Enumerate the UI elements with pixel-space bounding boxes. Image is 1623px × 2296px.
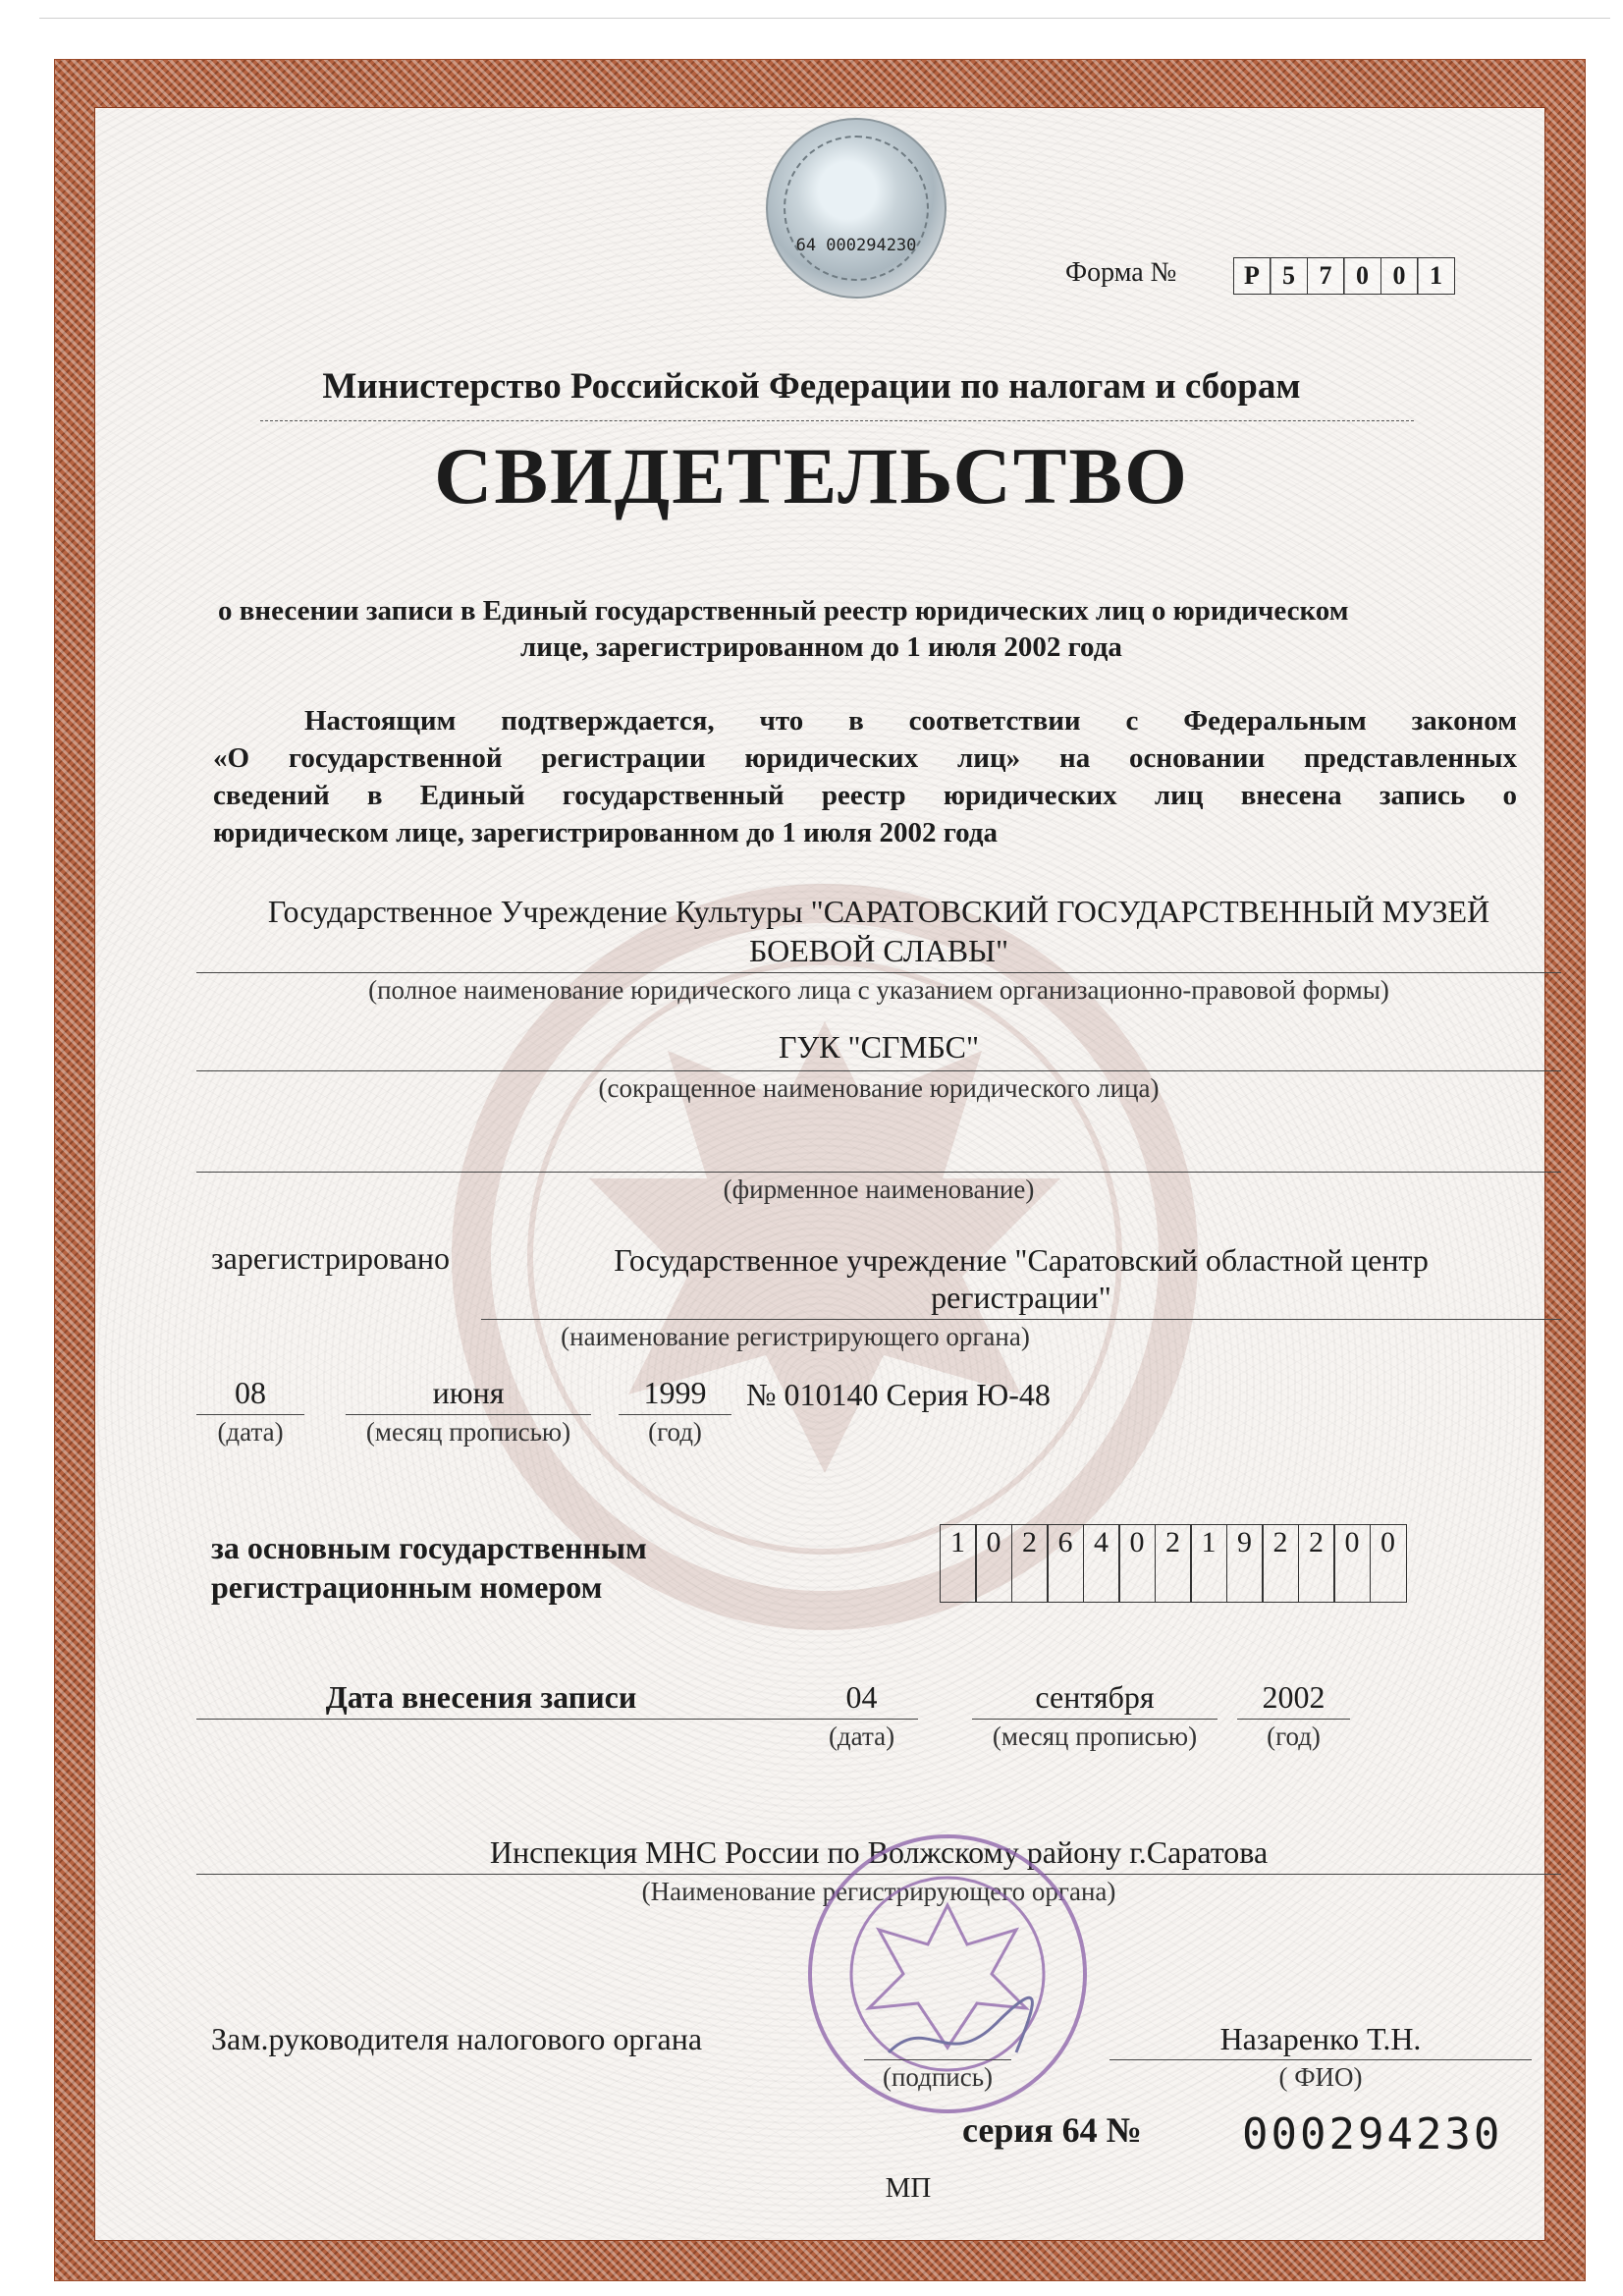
form-cell: Р (1233, 257, 1271, 295)
registration-year-underline (619, 1414, 731, 1415)
subtitle-line-2: лице, зарегистрированном до 1 июля 2002 года (520, 631, 1122, 663)
ogrn-digit: 0 (1333, 1524, 1371, 1603)
ogrn-digit: 1 (940, 1524, 977, 1603)
form-cell: 5 (1270, 257, 1308, 295)
ministry-underline (260, 420, 1414, 421)
ogrn-digit: 2 (1011, 1524, 1049, 1603)
ogrn-label-line-2: регистрационным номером (211, 1569, 603, 1605)
form-cell: 1 (1417, 257, 1455, 295)
intro-line-3: сведений в Единый государственный реестр юридических лиц внесена запись о (213, 780, 1517, 811)
document-title: СВИДЕТЕЛЬСТВО (434, 431, 1189, 520)
authority-line-1: Государственное учреждение "Саратовский областной центр (614, 1242, 1429, 1278)
entry-day: 04 (845, 1679, 878, 1715)
entry-month-underline (972, 1719, 1217, 1720)
inspection-underline (196, 1874, 1561, 1875)
full-name-underline (196, 972, 1561, 973)
hologram-seal (766, 118, 947, 299)
registration-day-caption: (дата) (217, 1417, 284, 1447)
ogrn-digit: 0 (1118, 1524, 1156, 1603)
registration-year-caption: (год) (648, 1417, 702, 1447)
ogrn-label-line-1: за основным государственным (211, 1530, 647, 1565)
authority-caption: (наименование регистрирующего органа) (561, 1322, 1030, 1351)
intro-line-1: Настоящим подтверждается, что в соответствии с Федеральным законом (304, 705, 1517, 737)
registration-day: 08 (235, 1375, 266, 1410)
scan-edge-line (39, 18, 1610, 19)
registration-month-caption: (месяц прописью) (365, 1417, 571, 1447)
ogrn-digit-cells (941, 1524, 1407, 1603)
ogrn-digit: 4 (1083, 1524, 1120, 1603)
short-name: ГУК "СГМБС" (779, 1029, 979, 1065)
entry-month-caption: (месяц прописью) (992, 1722, 1198, 1751)
registration-month: июня (432, 1375, 505, 1410)
intro-line-2: «О государственной регистрации юридических лиц» на основании представленных (213, 742, 1517, 774)
ogrn-digit: 2 (1155, 1524, 1192, 1603)
brand-name-caption: (фирменное наименование) (723, 1175, 1035, 1204)
full-name-caption: (полное наименование юридического лица с указанием организационно-правовой формы) (368, 975, 1389, 1005)
full-name-line-1: Государственное Учреждение Культуры "САРАТОВСКИЙ ГОСУДАРСТВЕННЫЙ МУЗЕЙ (267, 894, 1490, 929)
form-cell: 0 (1343, 257, 1381, 295)
hologram-number: 64 000294230 (795, 236, 917, 255)
series-number: 000294230 (1242, 2109, 1503, 2159)
registration-day-underline (196, 1414, 304, 1415)
signature-caption: (подпись) (882, 2062, 994, 2092)
signer-name-underline (1109, 2059, 1532, 2060)
series-label: серия 64 № (962, 2110, 1142, 2150)
ogrn-digit: 9 (1226, 1524, 1264, 1603)
short-name-underline (196, 1070, 1561, 1071)
ogrn-digit: 2 (1262, 1524, 1299, 1603)
authority-underline (481, 1319, 1561, 1320)
inspection-name: Инспекция МНС России по Волжскому району г.Саратова (489, 1834, 1269, 1870)
entry-year-caption: (год) (1267, 1722, 1321, 1751)
signature-underline (864, 2059, 1011, 2060)
form-cell: 7 (1307, 257, 1345, 295)
inspection-caption: (Наименование регистрирующего органа) (641, 1877, 1116, 1906)
signer-name-caption: ( ФИО) (1278, 2062, 1363, 2092)
intro-line-4: юридическом лице, зарегистрированном до 1 июля 2002 года (213, 817, 999, 848)
registration-month-underline (346, 1414, 591, 1415)
ogrn-digit: 0 (1370, 1524, 1407, 1603)
subtitle-line-1: о внесении записи в Единый государственный реестр юридических лиц о юридическом (218, 595, 1349, 627)
brand-name-underline (196, 1172, 1561, 1173)
registration-number: № 010140 Серия Ю-48 (746, 1377, 1051, 1412)
form-cell: 0 (1380, 257, 1419, 295)
registered-label: зарегистрировано (211, 1240, 451, 1276)
form-number-cells (1234, 257, 1455, 295)
ogrn-digit: 0 (975, 1524, 1012, 1603)
signer-position: Зам.руководителя налогового органа (211, 2021, 703, 2056)
stamp-place-label: МП (885, 2172, 932, 2204)
ogrn-digit: 6 (1047, 1524, 1084, 1603)
form-label: Форма № (1065, 257, 1177, 288)
entry-day-caption: (дата) (828, 1722, 895, 1751)
entry-year-underline (1237, 1719, 1350, 1720)
short-name-caption: (сокращенное наименование юридического лица) (598, 1073, 1160, 1103)
hologram-ring-icon (784, 136, 929, 281)
ogrn-digit: 1 (1190, 1524, 1227, 1603)
ministry-name: Министерство Российской Федерации по налогам и сборам (322, 366, 1301, 407)
entry-date-label-underline (196, 1719, 918, 1720)
signer-name: Назаренко Т.Н. (1219, 2021, 1422, 2056)
entry-month: сентября (1035, 1679, 1155, 1715)
entry-date-label: Дата внесения записи (325, 1679, 637, 1715)
entry-year: 2002 (1262, 1679, 1325, 1715)
full-name-line-2: БОЕВОЙ СЛАВЫ" (748, 933, 1009, 968)
ogrn-digit: 2 (1298, 1524, 1335, 1603)
registration-year: 1999 (643, 1375, 707, 1410)
authority-line-2: регистрации" (931, 1280, 1111, 1315)
